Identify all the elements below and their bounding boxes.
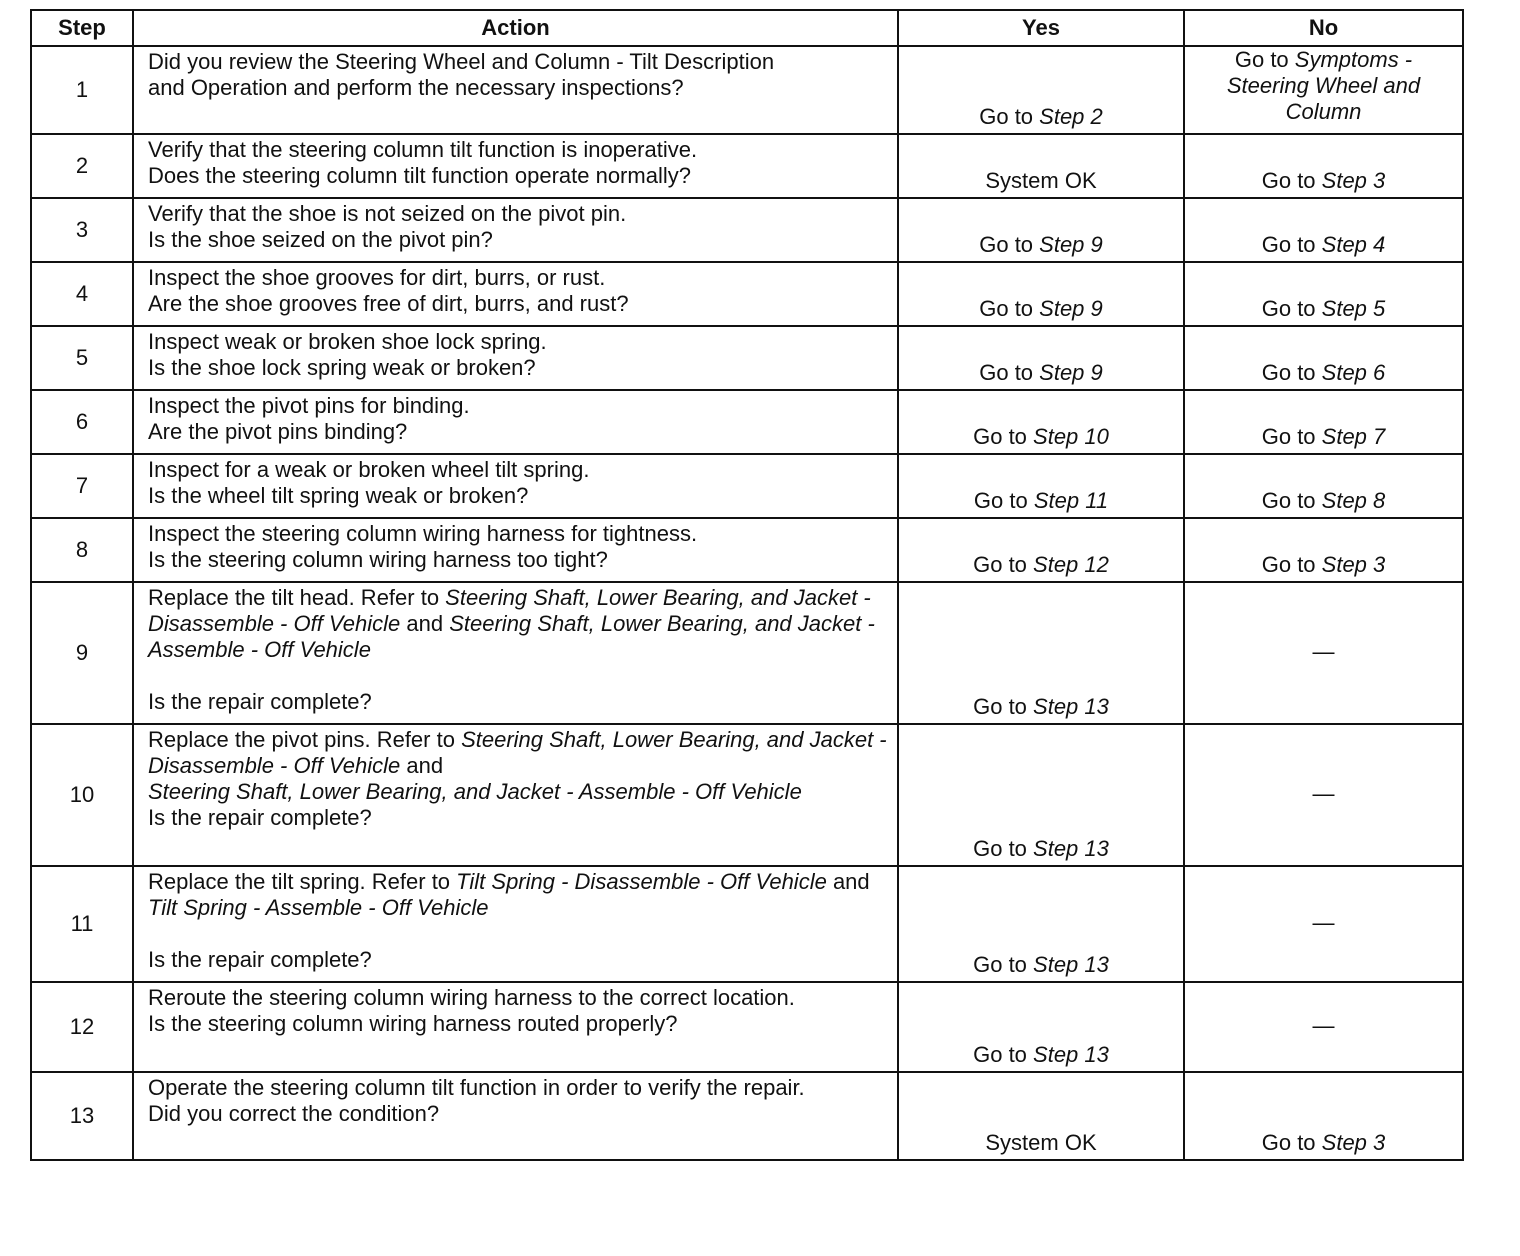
action-cell <box>133 326 898 390</box>
table-row <box>31 982 1463 1072</box>
no-cell: — <box>1184 866 1463 982</box>
step-reference: Step 11 <box>1033 488 1109 513</box>
step-number: 7 <box>31 454 133 518</box>
go-to-text: Go to <box>1261 424 1322 449</box>
step-reference: Step 6 <box>1321 360 1386 385</box>
action-intro: Replace the pivot pins. Refer to <box>148 727 462 752</box>
step-reference: Step 13 <box>1033 1042 1109 1067</box>
step-number: 2 <box>31 134 133 198</box>
yes-cell <box>898 724 1184 866</box>
header-row <box>31 10 1463 46</box>
action-line: Inspect the pivot pins for binding. <box>148 393 470 418</box>
go-to-text: Go to <box>1261 296 1322 321</box>
yes-cell <box>898 326 1184 390</box>
table-row <box>31 724 1463 866</box>
no-cell <box>1184 198 1463 262</box>
go-to-text: Go to <box>1234 47 1295 72</box>
action-line: Verify that the shoe is not seized on the pivot pin. <box>148 201 627 226</box>
action-and: and <box>400 753 444 778</box>
table-row <box>31 518 1463 582</box>
step-reference: Step 13 <box>1033 952 1109 977</box>
action-line: Is the steering column wiring harness too tight? <box>148 547 608 572</box>
go-to-text: Go to <box>973 424 1034 449</box>
diagnostic-table <box>30 9 1464 1161</box>
procedure-reference: Tilt Spring - Assemble - Off Vehicle <box>148 895 489 920</box>
header-action: Action <box>133 10 898 46</box>
action-line: Is the shoe seized on the pivot pin? <box>148 227 493 252</box>
yes-cell <box>898 390 1184 454</box>
no-cell <box>1184 518 1463 582</box>
action-line: Are the shoe grooves free of dirt, burrs, and rust? <box>148 291 629 316</box>
go-to-text: Go to <box>973 552 1034 577</box>
step-reference: Step 3 <box>1321 1130 1386 1155</box>
action-line: Are the pivot pins binding? <box>148 419 408 444</box>
go-to-text: Go to <box>973 1042 1034 1067</box>
action-cell <box>133 866 898 982</box>
action-line: Does the steering column tilt function operate normally? <box>148 163 691 188</box>
no-cell <box>1184 46 1463 134</box>
go-to-text: Go to <box>973 952 1034 977</box>
symptoms-reference: Symptoms - <box>1294 47 1413 72</box>
step-reference: Step 9 <box>1039 232 1103 257</box>
action-cell <box>133 724 898 866</box>
step-reference: Step 3 <box>1321 552 1386 577</box>
yes-cell <box>898 198 1184 262</box>
no-cell <box>1184 326 1463 390</box>
action-line: Is the steering column wiring harness routed properly? <box>148 1011 678 1036</box>
symptoms-reference: Column <box>1285 99 1362 124</box>
yes-cell <box>898 454 1184 518</box>
action-line: and Operation and perform the necessary inspections? <box>148 75 684 100</box>
go-to-text: Go to <box>979 104 1040 129</box>
no-cell <box>1184 1072 1463 1160</box>
go-to-text: Go to <box>1261 232 1322 257</box>
step-number: 8 <box>31 518 133 582</box>
yes-cell: System OK <box>898 134 1184 198</box>
procedure-reference: Steering Shaft, Lower Bearing, and Jacket - Assemble - Off Vehicle <box>148 611 875 662</box>
action-and: and <box>826 869 870 894</box>
go-to-text: Go to <box>1261 488 1322 513</box>
go-to-text: Go to <box>979 360 1040 385</box>
action-and: and <box>400 611 450 636</box>
go-to-text: Go to <box>973 488 1034 513</box>
no-cell: — <box>1184 724 1463 866</box>
step-reference: Step 2 <box>1039 104 1103 129</box>
no-cell <box>1184 390 1463 454</box>
go-to-text: Go to <box>1261 168 1322 193</box>
step-reference: Step 5 <box>1321 296 1386 321</box>
action-line: Inspect weak or broken shoe lock spring. <box>148 329 547 354</box>
no-cell <box>1184 262 1463 326</box>
step-number: 12 <box>31 982 133 1072</box>
step-number: 3 <box>31 198 133 262</box>
step-number: 13 <box>31 1072 133 1160</box>
action-line: Operate the steering column tilt function in order to verify the repair. <box>148 1075 805 1100</box>
action-line: Is the shoe lock spring weak or broken? <box>148 355 536 380</box>
table-row <box>31 262 1463 326</box>
step-reference: Step 9 <box>1039 296 1103 321</box>
step-reference: Step 12 <box>1033 552 1109 577</box>
step-number: 4 <box>31 262 133 326</box>
action-intro: Replace the tilt spring. Refer to <box>148 869 457 894</box>
table-row <box>31 866 1463 982</box>
procedure-reference: Steering Shaft, Lower Bearing, and Jacket - Disassemble - Off Vehicle <box>148 585 871 636</box>
step-reference: Step 13 <box>1033 836 1109 861</box>
action-line: Inspect the steering column wiring harness for tightness. <box>148 521 698 546</box>
table-row <box>31 390 1463 454</box>
no-cell <box>1184 134 1463 198</box>
action-cell <box>133 262 898 326</box>
action-line: Inspect for a weak or broken wheel tilt spring. <box>148 457 590 482</box>
go-to-text: Go to <box>973 836 1034 861</box>
step-reference: Step 8 <box>1321 488 1386 513</box>
procedure-reference: Steering Shaft, Lower Bearing, and Jacket - Disassemble - Off Vehicle <box>148 727 887 778</box>
action-line: Inspect the shoe grooves for dirt, burrs, or rust. <box>148 265 606 290</box>
step-number: 1 <box>31 46 133 134</box>
action-line: Did you review the Steering Wheel and Column - Tilt Description <box>148 49 775 74</box>
go-to-text: Go to <box>973 694 1034 719</box>
table-row <box>31 1072 1463 1160</box>
symptoms-reference: Steering Wheel and <box>1226 73 1421 98</box>
step-reference: Step 10 <box>1033 424 1109 449</box>
yes-cell <box>898 518 1184 582</box>
action-cell <box>133 982 898 1072</box>
go-to-text: Go to <box>979 232 1040 257</box>
table-row <box>31 198 1463 262</box>
action-line: Verify that the steering column tilt function is inoperative. <box>148 137 698 162</box>
yes-cell <box>898 582 1184 724</box>
action-cell <box>133 198 898 262</box>
action-line: Reroute the steering column wiring harness to the correct location. <box>148 985 795 1010</box>
action-question: Is the repair complete? <box>148 689 372 714</box>
spacer <box>148 921 887 947</box>
no-cell <box>1184 454 1463 518</box>
go-to-text: Go to <box>1261 552 1322 577</box>
action-cell <box>133 582 898 724</box>
action-line: Did you correct the condition? <box>148 1101 440 1126</box>
action-question: Is the repair complete? <box>148 805 372 830</box>
table-row <box>31 134 1463 198</box>
step-number: 6 <box>31 390 133 454</box>
no-cell: — <box>1184 582 1463 724</box>
header-step: Step <box>31 10 133 46</box>
action-cell <box>133 454 898 518</box>
table-row <box>31 46 1463 134</box>
yes-cell: System OK <box>898 1072 1184 1160</box>
step-number: 5 <box>31 326 133 390</box>
action-cell <box>133 390 898 454</box>
step-number: 11 <box>31 866 133 982</box>
procedure-reference: Tilt Spring - Disassemble - Off Vehicle <box>456 869 827 894</box>
table-row <box>31 454 1463 518</box>
go-to-text: Go to <box>1261 1130 1322 1155</box>
step-reference: Step 13 <box>1033 694 1109 719</box>
header-yes: Yes <box>898 10 1184 46</box>
action-question: Is the repair complete? <box>148 947 372 972</box>
yes-cell <box>898 46 1184 134</box>
step-reference: Step 9 <box>1039 360 1103 385</box>
go-to-text: Go to <box>979 296 1040 321</box>
action-line: Is the wheel tilt spring weak or broken? <box>148 483 529 508</box>
no-cell: — <box>1184 982 1463 1072</box>
action-cell <box>133 1072 898 1160</box>
step-reference: Step 7 <box>1321 424 1386 449</box>
action-cell <box>133 134 898 198</box>
procedure-reference: Steering Shaft, Lower Bearing, and Jacket - Assemble - Off Vehicle <box>148 779 802 804</box>
action-cell <box>133 518 898 582</box>
step-number: 10 <box>31 724 133 866</box>
action-cell <box>133 46 898 134</box>
step-reference: Step 3 <box>1321 168 1386 193</box>
table-row <box>31 326 1463 390</box>
step-number: 9 <box>31 582 133 724</box>
step-reference: Step 4 <box>1321 232 1386 257</box>
go-to-text: Go to <box>1261 360 1322 385</box>
table-row <box>31 582 1463 724</box>
yes-cell <box>898 262 1184 326</box>
yes-cell <box>898 866 1184 982</box>
yes-cell <box>898 982 1184 1072</box>
spacer <box>148 663 887 689</box>
header-no: No <box>1184 10 1463 46</box>
action-intro: Replace the tilt head. Refer to <box>148 585 446 610</box>
